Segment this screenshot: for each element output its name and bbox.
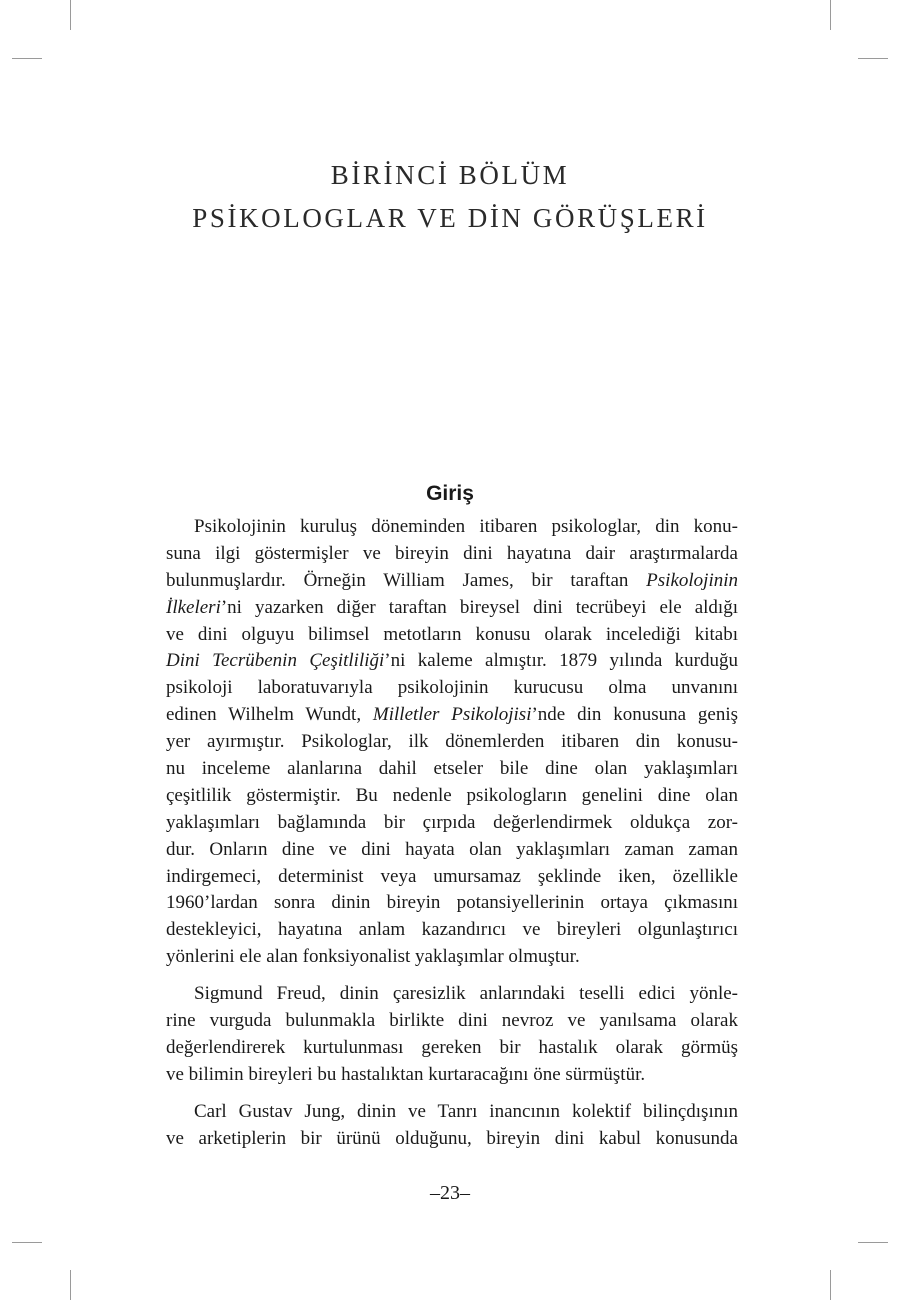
text-run: ’ni yazarken diğer taraftan bireysel dini tecrübeyi ele aldığı	[220, 596, 738, 618]
text-line	[166, 1062, 738, 1089]
text-line	[166, 1008, 738, 1035]
text-line	[166, 675, 738, 702]
text-run: ve dini olguyu bilimsel metotların konusu olarak incelediği kitabı	[166, 623, 738, 645]
text-line	[166, 890, 738, 917]
text-run: Psikolojinin kuruluş döneminden itibaren psikologlar, din konu-	[194, 516, 738, 537]
text-line	[166, 729, 738, 756]
text-run: edinen Wilhelm Wundt,	[166, 704, 373, 726]
text-line	[166, 622, 738, 649]
paragraph	[166, 1099, 738, 1153]
text-run: yer ayırmıştır. Psikologlar, ilk dönemlerden itibaren din konusu-	[166, 731, 738, 753]
text-line	[166, 514, 738, 541]
text-line	[166, 1126, 738, 1153]
text-line	[166, 837, 738, 864]
text-line	[166, 595, 738, 622]
text-run: ve bilimin bireyleri bu hastalıktan kurtaracağını öne sürmüştür.	[166, 1063, 646, 1085]
crop-mark-bottom-left	[70, 1270, 71, 1300]
text-run: rine vurguda bulunmakla birlikte dini nevroz ve yanılsama olarak	[166, 1010, 738, 1032]
text-run: ’nde din konusuna geniş	[531, 704, 738, 726]
chapter-number: BİRİNCİ BÖLÜM	[330, 160, 570, 190]
book-title: İlkeleri	[166, 596, 221, 618]
text-run: bulunmuşlardır. Örneğin William James, bir taraftan	[166, 569, 647, 591]
paragraph	[166, 514, 738, 971]
text-run: ve arketiplerin bir ürünü olduğunu, bireyin dini kabul konusunda	[166, 1127, 738, 1149]
text-line	[166, 864, 738, 891]
text-run: Carl Gustav Jung, dinin ve Tanrı inancının kolektif bilinçdışının	[194, 1100, 738, 1122]
crop-mark-top-right	[830, 0, 831, 30]
crop-mark-top-right	[858, 58, 888, 59]
crop-mark-bottom-right	[858, 1242, 888, 1243]
text-line	[166, 568, 738, 595]
text-line	[166, 981, 738, 1008]
crop-mark-bottom-left	[12, 1242, 42, 1243]
text-line	[166, 1099, 738, 1126]
text-run: psikoloji laboratuvarıyla psikolojinin kurucusu olma unvanını	[166, 677, 738, 699]
text-line	[166, 756, 738, 783]
text-run: değerlendirerek kurtulunması gereken bir hastalık olarak görmüş	[166, 1036, 738, 1058]
text-run: ’ni kaleme almıştır. 1879 yılında kurduğu	[384, 650, 739, 672]
text-run: indirgemeci, determinist veya umursamaz şeklinde iken, özellikle	[166, 865, 738, 887]
page-number: –23–	[430, 1182, 470, 1204]
book-title: Dini Tecrübenin Çeşitliliği	[166, 650, 385, 672]
text-line	[166, 648, 738, 675]
text-line	[166, 810, 738, 837]
text-run: yaklaşımları bağlamında bir çırpıda değerlendirmek oldukça zor-	[166, 811, 738, 833]
chapter-title: PSİKOLOGLAR VE DİN GÖRÜŞLERİ	[192, 203, 708, 233]
text-run: suna ilgi göstermişler ve bireyin dini hayatına dair araştırmalarda	[166, 542, 738, 564]
text-run: dur. Onların dine ve dini hayata olan yaklaşımları zaman zaman	[166, 838, 738, 860]
text-run: yönlerini ele alan fonksiyonalist yaklaşımlar olmuştur.	[166, 946, 580, 968]
text-run: destekleyici, hayatına anlam kazandırıcı ve bireyleri olgunlaştırıcı	[166, 919, 738, 941]
text-run: 1960’lardan sonra dinin bireyin potansiyellerinin ortaya çıkmasını	[166, 892, 738, 914]
chapter-heading	[0, 154, 900, 240]
book-title: Milletler Psikolojisi	[372, 704, 532, 726]
text-line	[166, 1035, 738, 1062]
crop-mark-top-left	[12, 58, 42, 59]
text-line	[166, 917, 738, 944]
section-title: Giriş	[426, 482, 474, 505]
crop-mark-bottom-right	[830, 1270, 831, 1300]
body-text	[166, 514, 738, 1162]
book-title: Psikolojinin	[646, 569, 738, 591]
paragraph	[166, 981, 738, 1089]
text-run: çeşitlilik göstermiştir. Bu nedenle psikologların genelini dine olan	[166, 784, 738, 806]
text-line	[166, 702, 738, 729]
text-line	[166, 541, 738, 568]
crop-mark-top-left	[70, 0, 71, 30]
text-line	[166, 944, 738, 971]
text-run: Sigmund Freud, dinin çaresizlik anlarındaki teselli edici yönle-	[194, 983, 738, 1005]
text-run: nu inceleme alanlarına dahil etseler bile dine olan yaklaşımları	[166, 758, 738, 780]
text-line	[166, 783, 738, 810]
